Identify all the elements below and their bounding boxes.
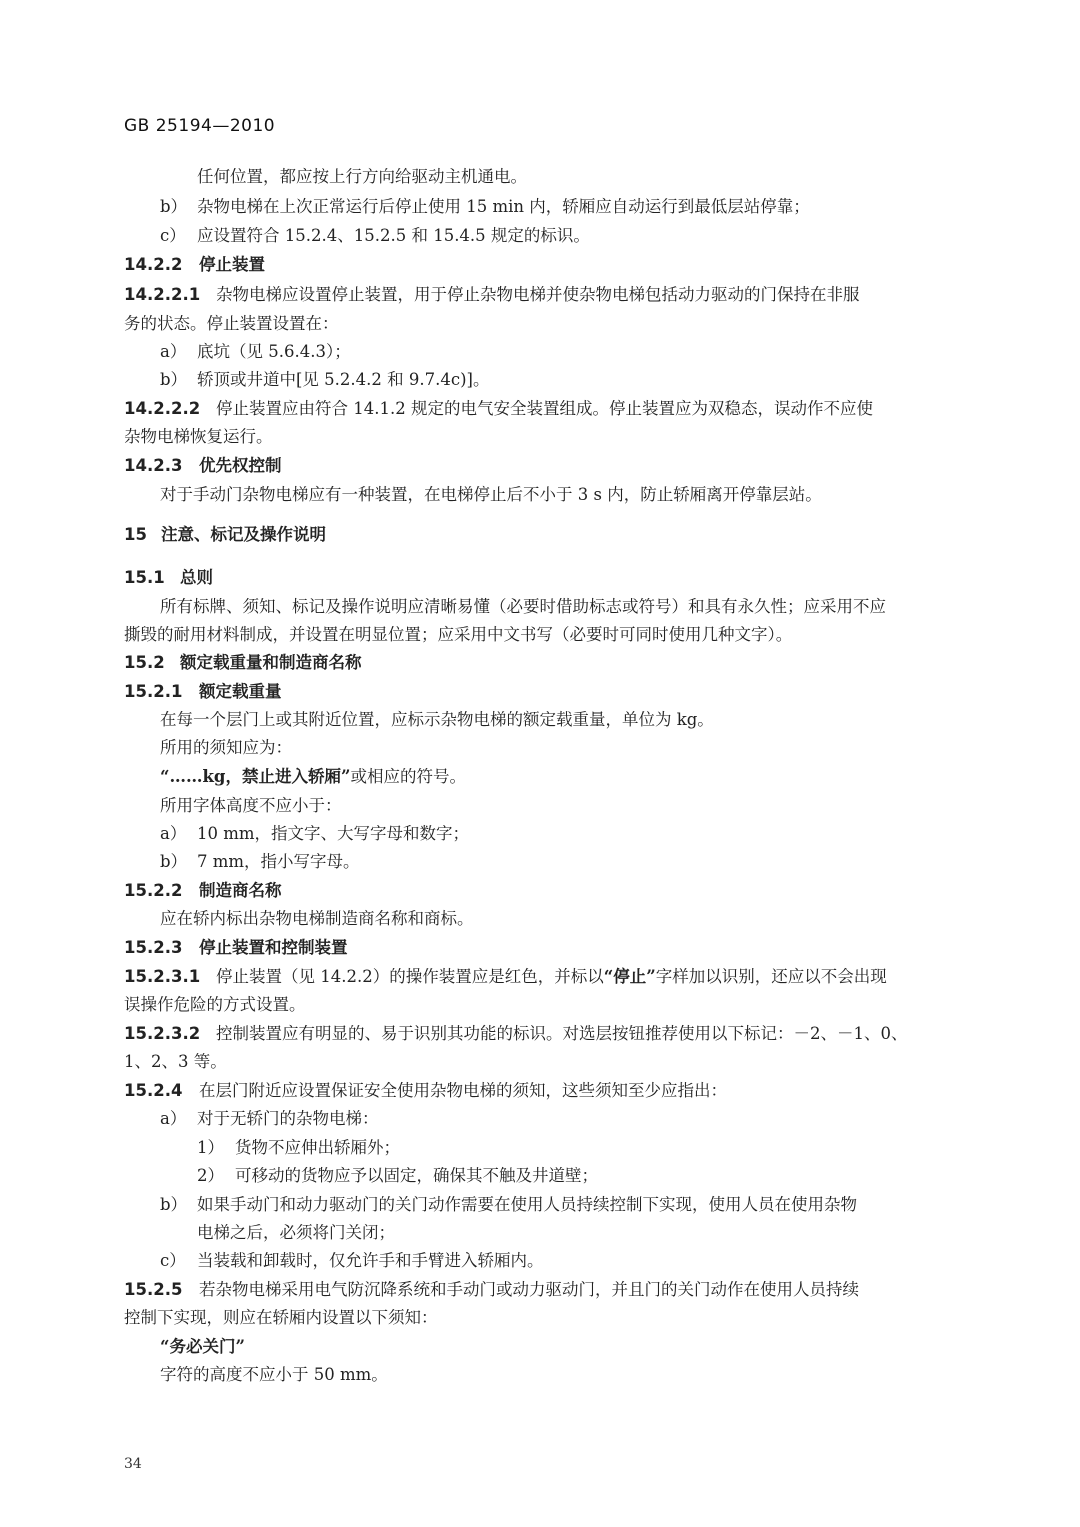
section-number: 15.2.5 xyxy=(124,1280,183,1299)
sublist-marker: 1） xyxy=(197,1138,224,1157)
paragraph-line: 控制装置应有明显的、易于识别其功能的标识。对选层按钮推荐使用以下标记：－2、－1、0、 xyxy=(216,1024,908,1043)
section-heading: 额定载重量 xyxy=(199,682,282,701)
section-number: 15.2.4 xyxy=(124,1081,183,1100)
section-number: 15.2.3 xyxy=(124,938,183,957)
paragraph-line: 在每一个层门上或其附近位置，应标示杂物电梯的额定载重量，单位为 kg。 xyxy=(160,710,714,729)
paragraph-line: 任何位置，都应按上行方向给驱动主机通电。 xyxy=(197,167,527,186)
paragraph-line: 停止装置应由符合 14.1.2 规定的电气安全装置组成。停止装置应为双稳态，误动作不应使 xyxy=(216,399,873,418)
list-marker: b） xyxy=(160,197,188,216)
chapter-number: 15 xyxy=(124,525,147,544)
paragraph-line: 误操作危险的方式设置。 xyxy=(124,995,306,1014)
list-item-text: 应设置符合 15.2.4、15.2.5 和 15.4.5 规定的标识。 xyxy=(197,226,590,245)
section-number: 15.1 xyxy=(124,568,165,587)
paragraph-line: 对于手动门杂物电梯应有一种装置，在电梯停止后不小于 3 s 内，防止轿厢离开停靠层站。 xyxy=(160,485,822,504)
chapter-heading: 注意、标记及操作说明 xyxy=(161,525,326,544)
section-heading: 制造商名称 xyxy=(199,881,282,900)
list-item-text: 杂物电梯在上次正常运行后停止使用 15 min 内，轿厢应自动运行到最低层站停靠； xyxy=(197,197,810,216)
list-item-text: 当装载和卸载时，仅允许手和手臂进入轿厢内。 xyxy=(197,1251,544,1270)
text-run: 字样加以识别，还应以不会出现 xyxy=(655,967,887,986)
notice-text: “……kg，禁止进入轿厢” xyxy=(160,767,351,786)
section-number: 14.2.2 xyxy=(124,255,183,274)
list-item-text: 轿顶或井道中[见 5.2.4.2 和 9.7.4c)]。 xyxy=(197,370,490,389)
section-number: 14.2.3 xyxy=(124,456,183,475)
text-run: 停止装置（见 14.2.2）的操作装置应是红色，并标以 xyxy=(216,967,604,986)
section-heading: 停止装置和控制装置 xyxy=(199,938,348,957)
list-marker: c） xyxy=(160,226,186,245)
list-item-text: 对于无轿门的杂物电梯： xyxy=(197,1109,379,1128)
clause-number: 14.2.2.1 xyxy=(124,285,201,304)
list-marker: c） xyxy=(160,1251,186,1270)
list-marker: b） xyxy=(160,852,188,871)
section-heading: 总则 xyxy=(180,568,213,587)
stop-label-text: “停止” xyxy=(603,967,656,986)
paragraph-line: 杂物电梯应设置停止装置，用于停止杂物电梯并使杂物电梯包括动力驱动的门保持在非服 xyxy=(216,285,860,304)
section-heading: 停止装置 xyxy=(199,255,265,274)
paragraph-line: 字符的高度不应小于 50 mm。 xyxy=(160,1365,388,1384)
paragraph-line xyxy=(216,966,887,988)
notice-line xyxy=(160,766,466,788)
clause-number: 15.2.3.2 xyxy=(124,1024,201,1043)
paragraph-line: 杂物电梯恢复运行。 xyxy=(124,427,273,446)
paragraph-line: 控制下实现，则应在轿厢内设置以下须知： xyxy=(124,1308,438,1327)
section-number: 15.2 xyxy=(124,653,165,672)
standard-code-header: GB 25194—2010 xyxy=(124,116,276,136)
list-item-text: 10 mm，指文字、大写字母和数字； xyxy=(197,824,470,843)
list-item-text: 如果手动门和动力驱动门的关门动作需要在使用人员持续控制下实现，使用人员在使用杂物 xyxy=(197,1195,857,1214)
list-marker: a） xyxy=(160,824,187,843)
paragraph-line: 撕毁的耐用材料制成，并设置在明显位置；应采用中文书写（必要时可同时使用几种文字）。 xyxy=(124,625,793,644)
list-marker: b） xyxy=(160,1195,188,1214)
clause-number: 15.2.3.1 xyxy=(124,967,201,986)
paragraph-line: 所有标牌、须知、标记及操作说明应清晰易懂（必要时借助标志或符号）和具有永久性；应采用不应 xyxy=(160,597,886,616)
sublist-item-text: 货物不应伸出轿厢外； xyxy=(235,1138,400,1157)
paragraph-line: 1、2、3 等。 xyxy=(124,1052,227,1071)
paragraph-line: 若杂物电梯采用电气防沉降系统和手动门或动力驱动门，并且门的关门动作在使用人员持续 xyxy=(199,1280,859,1299)
page-number: 34 xyxy=(124,1456,142,1472)
list-marker: a） xyxy=(160,1109,187,1128)
paragraph-line: 所用字体高度不应小于： xyxy=(160,796,342,815)
section-heading: 优先权控制 xyxy=(199,456,282,475)
notice-text: “务必关门” xyxy=(160,1337,245,1356)
list-marker: b） xyxy=(160,370,188,389)
list-item-text: 电梯之后，必须将门关闭； xyxy=(197,1223,395,1242)
paragraph-line: 务的状态。停止装置设置在： xyxy=(124,314,339,333)
list-marker: a） xyxy=(160,342,187,361)
list-item-text: 7 mm，指小写字母。 xyxy=(197,852,360,871)
section-number: 15.2.1 xyxy=(124,682,183,701)
sublist-item-text: 可移动的货物应予以固定，确保其不触及井道壁； xyxy=(235,1166,598,1185)
notice-suffix: 或相应的符号。 xyxy=(350,767,466,786)
paragraph-line: 在层门附近应设置保证安全使用杂物电梯的须知，这些须知至少应指出： xyxy=(199,1081,727,1100)
clause-number: 14.2.2.2 xyxy=(124,399,201,418)
paragraph-line: 所用的须知应为： xyxy=(160,738,292,757)
list-item-text: 底坑（见 5.6.4.3）； xyxy=(197,342,351,361)
section-heading: 额定载重量和制造商名称 xyxy=(180,653,362,672)
paragraph-line: 应在轿内标出杂物电梯制造商名称和商标。 xyxy=(160,909,474,928)
sublist-marker: 2） xyxy=(197,1166,224,1185)
section-number: 15.2.2 xyxy=(124,881,183,900)
